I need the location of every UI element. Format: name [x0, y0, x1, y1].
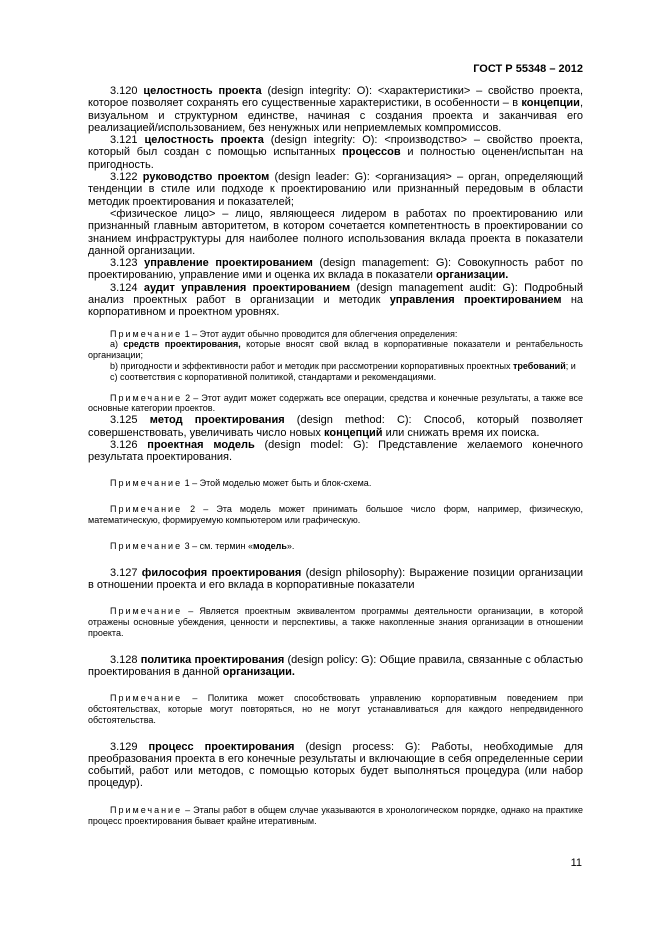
- term-3-128: 3.128 политика проектирования (design policy: G): Общие правила, связанные с областью проектирования в данной организации.: [88, 653, 583, 678]
- term-3-124: 3.124 аудит управления проектированием (design management audit: G): Подробный анализ проектных работ в организации и методик управления проектированием на корпоративном и проектном уровнях.: [88, 281, 584, 319]
- note-3-126-1: Примечание 1 – Этой моделью может быть и блок-схема.: [110, 478, 372, 489]
- term-3-121: 3.121 целостность проекта (design integrity: O): <производство> – свойство проекта, который был создан с помощью испытанных процессов и полностью оценен/испытан на пригодность.: [88, 134, 584, 171]
- term-3-120: 3.120 целостность проекта (design integrity: O): <характеристики> – свойство проекта, которое позволяет сохранять его существенные характеристики, в особенности – в концепции, визуальном и структурном единстве, начиная с создания проекта и заканчивая его реализацией/использованием, без ненужных или неприемлемых компромиссов.: [88, 85, 583, 134]
- note-3-128: Примечание – Политика может способствовать управлению корпоративным поведением при обстоятельствах, которые могут повторяться, но не могут устанавливаться для каждого непредвиденного обстоятельства.: [88, 693, 583, 725]
- term-3-123: 3.123 управление проектированием (design management: G): Совокупность работ по проектированию, управление ими и оценка их вклада в показатели организации.: [88, 257, 583, 282]
- term-3-127: 3.127 философия проектирования (design philosophy): Выражение позиции организации в отношении проекта и его вклада в корпоративные показатели: [88, 566, 584, 591]
- term-3-125: 3.125 метод проектирования (design method: C): Способ, который позволяет совершенствовать, увеличивать число новых концепций или снижать время их поиска.: [88, 414, 583, 439]
- note-3-126-3: Примечание 3 – см. термин «модель».: [110, 540, 295, 551]
- page-number: 11: [570, 857, 582, 869]
- note-3-127: Примечание – Является проектным эквивалентом программы деятельности организации, в которой отражены основные убеждения, ценности и перспективы, а также накопленные знания организации в отношении проекта.: [88, 606, 583, 638]
- note-3-124-1: Примечание 1 – Этот аудит обычно проводится для облегчения определения:: [110, 328, 458, 339]
- term-3-126: 3.126 проектная модель (design model: G): Представление желаемого конечного результата проектирования.: [88, 438, 584, 464]
- term-3-122-person: <физическое лицо> – лицо, являющееся лидером в работах по проектированию или признанный главным авторитетом, в котором сочетается компетентность в проектировании со знанием инфраструктуры для наиболее полного использования вклада проекта в показатели данной организации.: [88, 207, 583, 257]
- note-3-124-1-a: а) средств проектирования, которые вносят свой вклад в корпоративные показатели и рентабельность организации;: [88, 339, 583, 361]
- standard-header: ГОСТ Р 55348 – 2012: [473, 63, 583, 75]
- term-3-122: 3.122 руководство проектом (design leader: G): <организация> – орган, определяющий тенденции в стиле или подходе к проектированию или признанный передовым в области методик проектирования и показателей;: [88, 171, 584, 208]
- note-3-124-1-c: c) соответствия с корпоративной политикой, стандартами и рекомендациями.: [110, 371, 437, 382]
- note-3-124-2: Примечание 2 – Этот аудит может содержать все операции, средства и конечные результаты, а также все основные категории проектов.: [88, 392, 583, 414]
- term-3-129: 3.129 процесс проектирования (design process: G): Работы, необходимые для преобразования проекта в его конечные результаты и включающие в себя определенные серии событий, работ или методов, с помощью которых будет выполняться процедура (или набор процедур).: [88, 740, 584, 790]
- note-3-126-2: Примечание 2 – Эта модель может принимать большое число форм, например, физическую, математическую, формируемую компьютером или графическую.: [88, 504, 583, 525]
- page-content: [88, 85, 583, 826]
- note-3-129: Примечание – Этапы работ в общем случае указываются в хронологическом порядке, однако на практике процесс проектирования бывает крайне итеративным.: [88, 804, 583, 826]
- note-3-124-1-b: b) пригодности и эффективности работ и методик при рассмотрении корпоративных проектных требований; и: [110, 361, 576, 372]
